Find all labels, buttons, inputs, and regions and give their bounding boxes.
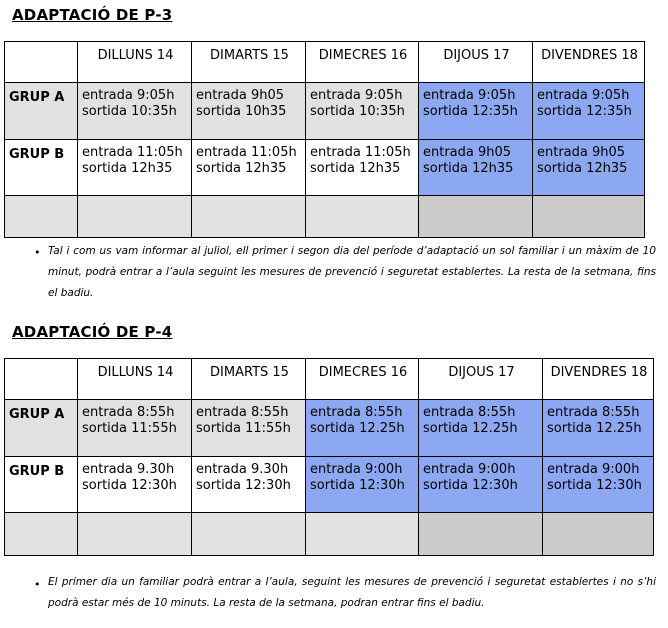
exit-time: sortida 12h35 — [537, 161, 628, 176]
empty-cell — [192, 513, 306, 556]
exit-time: sortida 11:55h — [82, 421, 177, 436]
p4-time-cell — [192, 400, 306, 457]
p3-row-grup-a — [5, 83, 645, 140]
exit-time: sortida 10:35h — [310, 104, 405, 119]
p4-time-cell — [419, 400, 543, 457]
p4-empty-row — [5, 513, 654, 556]
entry-time: entrada 9:05h — [537, 88, 630, 103]
entry-time: entrada 9:05h — [423, 88, 516, 103]
exit-time: sortida 12h35 — [310, 161, 401, 176]
entry-time: entrada 9h05 — [537, 145, 626, 160]
p4-time-cell — [306, 400, 419, 457]
exit-time: sortida 12:35h — [423, 104, 518, 119]
entry-time: entrada 9:00h — [547, 462, 640, 477]
entry-time: entrada 9.30h — [196, 462, 289, 477]
p4-header-row — [5, 359, 654, 400]
p4-note: El primer dia un familiar podrà entrar a l’aula, seguint les mesures de prevenció i seguretat establertes i no s’hi podrà estar més de 10 minuts. La resta de la setmana, podran entrar fins el badiu. — [48, 576, 656, 609]
entry-time: entrada 11:05h — [310, 145, 411, 160]
exit-time: sortida 12:35h — [537, 104, 632, 119]
exit-time: sortida 10h35 — [196, 104, 287, 119]
entry-time: entrada 9:00h — [310, 462, 403, 477]
p3-day-header: DILLUNS 14 — [78, 42, 192, 83]
entry-time: entrada 9:00h — [423, 462, 516, 477]
entry-time: entrada 9.30h — [82, 462, 175, 477]
p3-time-cell — [306, 140, 419, 196]
entry-time: entrada 8:55h — [196, 405, 289, 420]
p4-group-label: GRUP B — [5, 457, 78, 513]
empty-cell — [78, 196, 192, 238]
empty-cell — [5, 513, 78, 556]
p4-time-cell — [192, 457, 306, 513]
empty-cell — [192, 196, 306, 238]
entry-time: entrada 8:55h — [82, 405, 175, 420]
exit-time: sortida 12:30h — [196, 478, 291, 493]
p3-empty-row — [5, 196, 645, 238]
p4-day-header: DIVENDRES 18 — [543, 359, 654, 400]
p4-heading: ADAPTACIÓ DE P-4 — [12, 323, 173, 341]
p4-time-cell — [78, 400, 192, 457]
empty-cell — [419, 513, 543, 556]
p3-note: Tal i com us vam informar al juliol, ell primer i segon dia del període d’adaptació un sol familiar i un màxim de 10 minut, podrà entrar a l’aula seguint les mesures de prevenció i seguretat establertes. La resta de la setmana, fins el badiu. — [48, 245, 656, 299]
p3-day-header: DIMARTS 15 — [192, 42, 306, 83]
p3-row-grup-b — [5, 140, 645, 196]
empty-cell — [419, 196, 533, 238]
exit-time: sortida 12:30h — [82, 478, 177, 493]
exit-time: sortida 12h35 — [196, 161, 287, 176]
p3-day-header: DIMECRES 16 — [306, 42, 419, 83]
exit-time: sortida 12.25h — [310, 421, 405, 436]
p3-schedule-table — [4, 41, 645, 238]
exit-time: sortida 12:30h — [423, 478, 518, 493]
p4-day-header: DIJOUS 17 — [419, 359, 543, 400]
empty-cell — [78, 513, 192, 556]
p4-day-header: DIMARTS 15 — [192, 359, 306, 400]
p3-group-label: GRUP A — [5, 83, 78, 140]
entry-time: entrada 11:05h — [82, 145, 183, 160]
p4-time-cell — [306, 457, 419, 513]
empty-cell — [533, 196, 645, 238]
entry-time: entrada 8:55h — [310, 405, 403, 420]
p3-header-row — [5, 42, 645, 83]
p4-day-header: DIMECRES 16 — [306, 359, 419, 400]
entry-time: entrada 9:05h — [82, 88, 175, 103]
entry-time: entrada 11:05h — [196, 145, 297, 160]
p4-row-grup-b — [5, 457, 654, 513]
p4-time-cell — [543, 400, 654, 457]
exit-time: sortida 12:30h — [547, 478, 642, 493]
exit-time: sortida 12:30h — [310, 478, 405, 493]
p4-time-cell — [419, 457, 543, 513]
p4-group-label: GRUP A — [5, 400, 78, 457]
exit-time: sortida 10:35h — [82, 104, 177, 119]
empty-cell — [5, 196, 78, 238]
p3-corner-cell — [5, 42, 78, 83]
p3-heading: ADAPTACIÓ DE P-3 — [12, 6, 173, 24]
entry-time: entrada 9h05 — [196, 88, 285, 103]
exit-time: sortida 12h35 — [423, 161, 514, 176]
p3-time-cell — [78, 83, 192, 140]
p4-row-grup-a — [5, 400, 654, 457]
exit-time: sortida 11:55h — [196, 421, 291, 436]
p4-day-header: DILLUNS 14 — [78, 359, 192, 400]
p3-time-cell — [306, 83, 419, 140]
p4-time-cell — [543, 457, 654, 513]
p4-schedule-table — [4, 358, 654, 556]
empty-cell — [306, 196, 419, 238]
entry-time: entrada 9:05h — [310, 88, 403, 103]
p3-day-header: DIVENDRES 18 — [533, 42, 645, 83]
entry-time: entrada 9h05 — [423, 145, 512, 160]
p3-day-header: DIJOUS 17 — [419, 42, 533, 83]
entry-time: entrada 8:55h — [423, 405, 516, 420]
exit-time: sortida 12.25h — [547, 421, 642, 436]
bullet-icon: • — [34, 578, 41, 591]
empty-cell — [306, 513, 419, 556]
p3-time-cell — [533, 83, 645, 140]
p3-time-cell — [419, 140, 533, 196]
p3-time-cell — [192, 140, 306, 196]
bullet-icon: • — [34, 246, 41, 259]
p4-time-cell — [78, 457, 192, 513]
exit-time: sortida 12.25h — [423, 421, 518, 436]
p3-time-cell — [419, 83, 533, 140]
p3-time-cell — [78, 140, 192, 196]
p3-time-cell — [533, 140, 645, 196]
exit-time: sortida 12h35 — [82, 161, 173, 176]
p4-corner-cell — [5, 359, 78, 400]
p3-time-cell — [192, 83, 306, 140]
p3-group-label: GRUP B — [5, 140, 78, 196]
empty-cell — [543, 513, 654, 556]
entry-time: entrada 8:55h — [547, 405, 640, 420]
